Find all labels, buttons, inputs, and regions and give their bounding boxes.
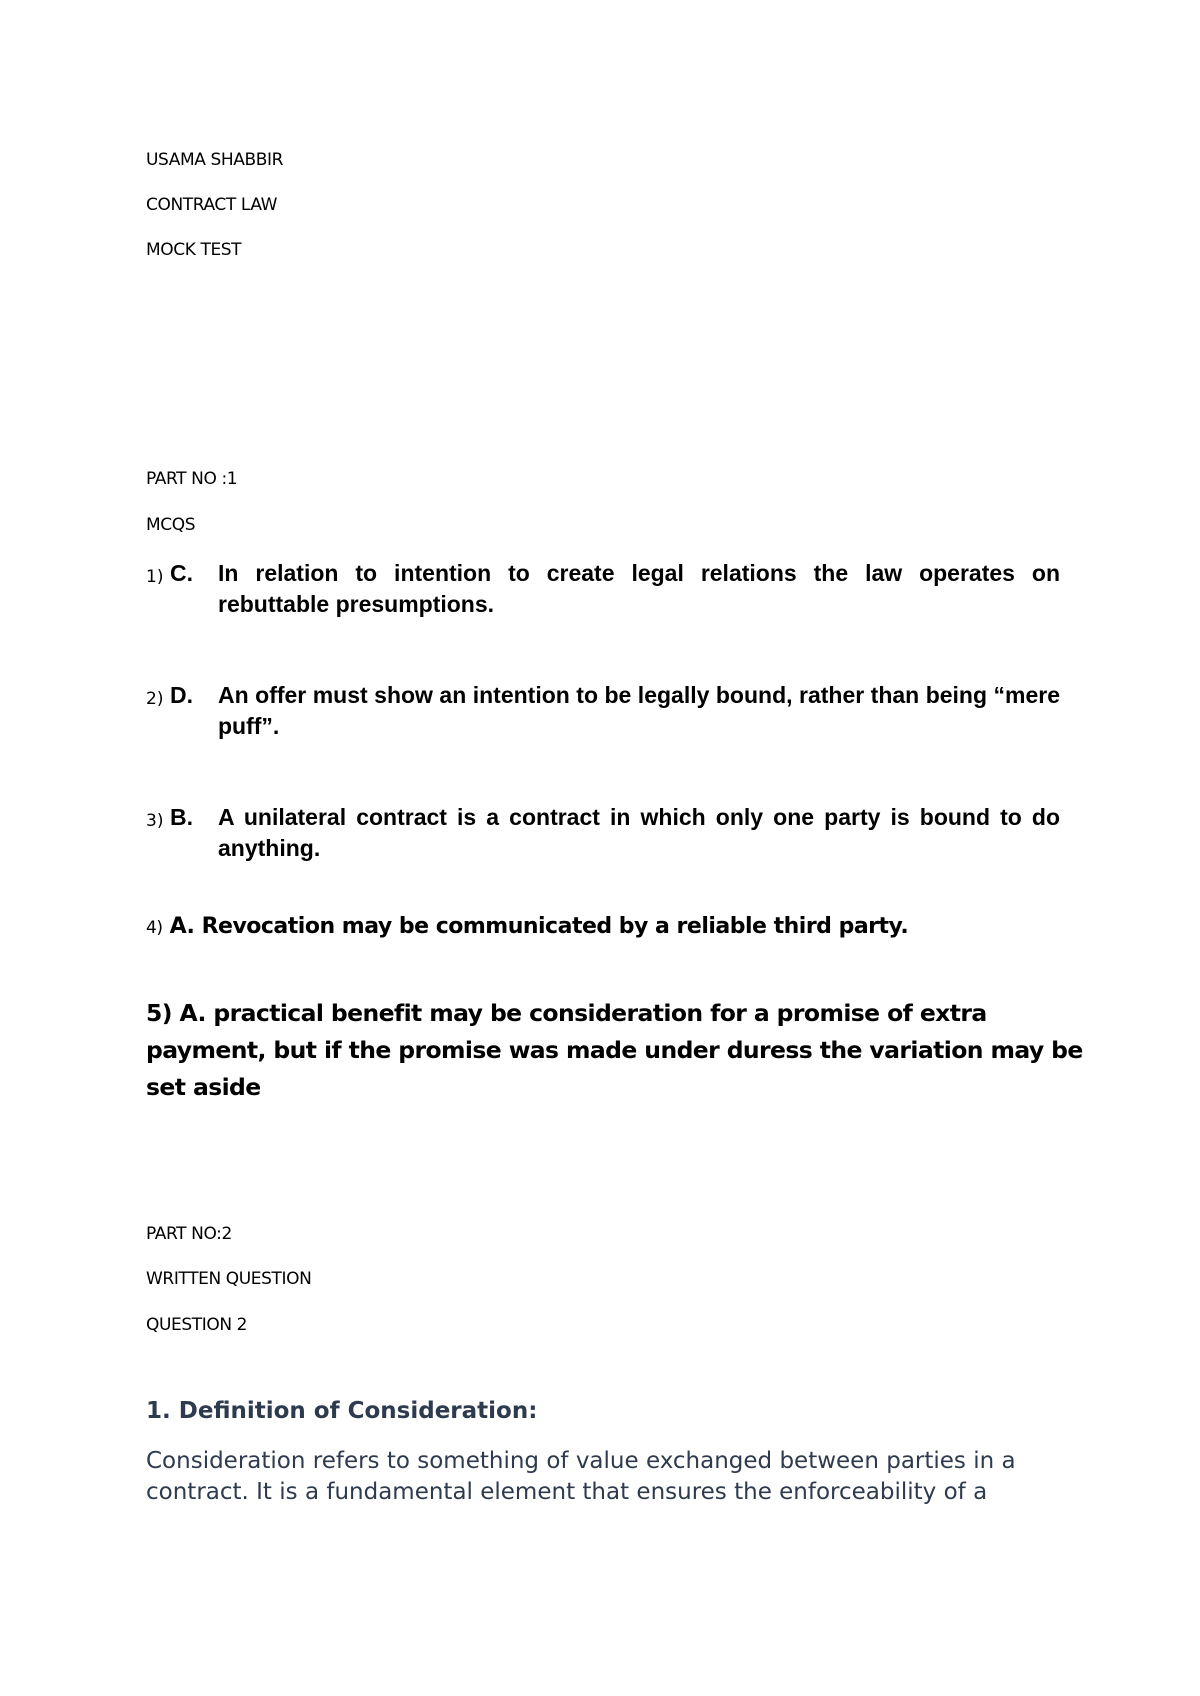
mcq-item-5: 5) A. practical benefit may be consideration for a promise of extra payment, but if the promise was made under duress the variation may be set aside	[146, 999, 1083, 1101]
body-paragraph: Consideration refers to something of value exchanged between parties in a contract. It is a fundamental element that ensures the enforceability of a	[146, 1448, 1016, 1505]
part2-title: PART NO:2	[146, 1224, 232, 1244]
mcq-answer-letter: C.	[170, 560, 193, 586]
mcq-answer-letter: B.	[170, 804, 193, 830]
test-title: MOCK TEST	[146, 240, 242, 260]
mcq-number: 2)	[146, 689, 164, 709]
section-heading: 1. Definition of Consideration:	[146, 1398, 538, 1424]
mcq-number: 1)	[146, 567, 164, 587]
mcq-answer-text: In relation to intention to create legal relations the law operates on rebuttable presumptions.	[218, 560, 1060, 617]
mcq-item-3	[146, 802, 1060, 864]
mcq-item-1	[146, 558, 1060, 620]
part1-title: PART NO :1	[146, 469, 238, 489]
part2-subtitle: WRITTEN QUESTION	[146, 1269, 312, 1289]
mcq-number: 4)	[146, 918, 163, 938]
part1-subtitle: MCQS	[146, 515, 196, 535]
mcq-answer-text: An offer must show an intention to be legally bound, rather than being “mere puff”.	[218, 682, 1060, 739]
mcq-answer-letter: D.	[170, 682, 193, 708]
mcq-answer-text: A. Revocation may be communicated by a reliable third party.	[169, 914, 909, 939]
mcq-item-4	[146, 914, 908, 939]
mcq-answer-text: A unilateral contract is a contract in which only one party is bound to do anything.	[218, 804, 1060, 861]
subject-title: CONTRACT LAW	[146, 195, 278, 215]
question-label: QUESTION 2	[146, 1315, 248, 1335]
mcq-number: 3)	[146, 811, 164, 831]
student-name: USAMA SHABBIR	[146, 150, 284, 170]
mcq-item-2	[146, 680, 1060, 742]
